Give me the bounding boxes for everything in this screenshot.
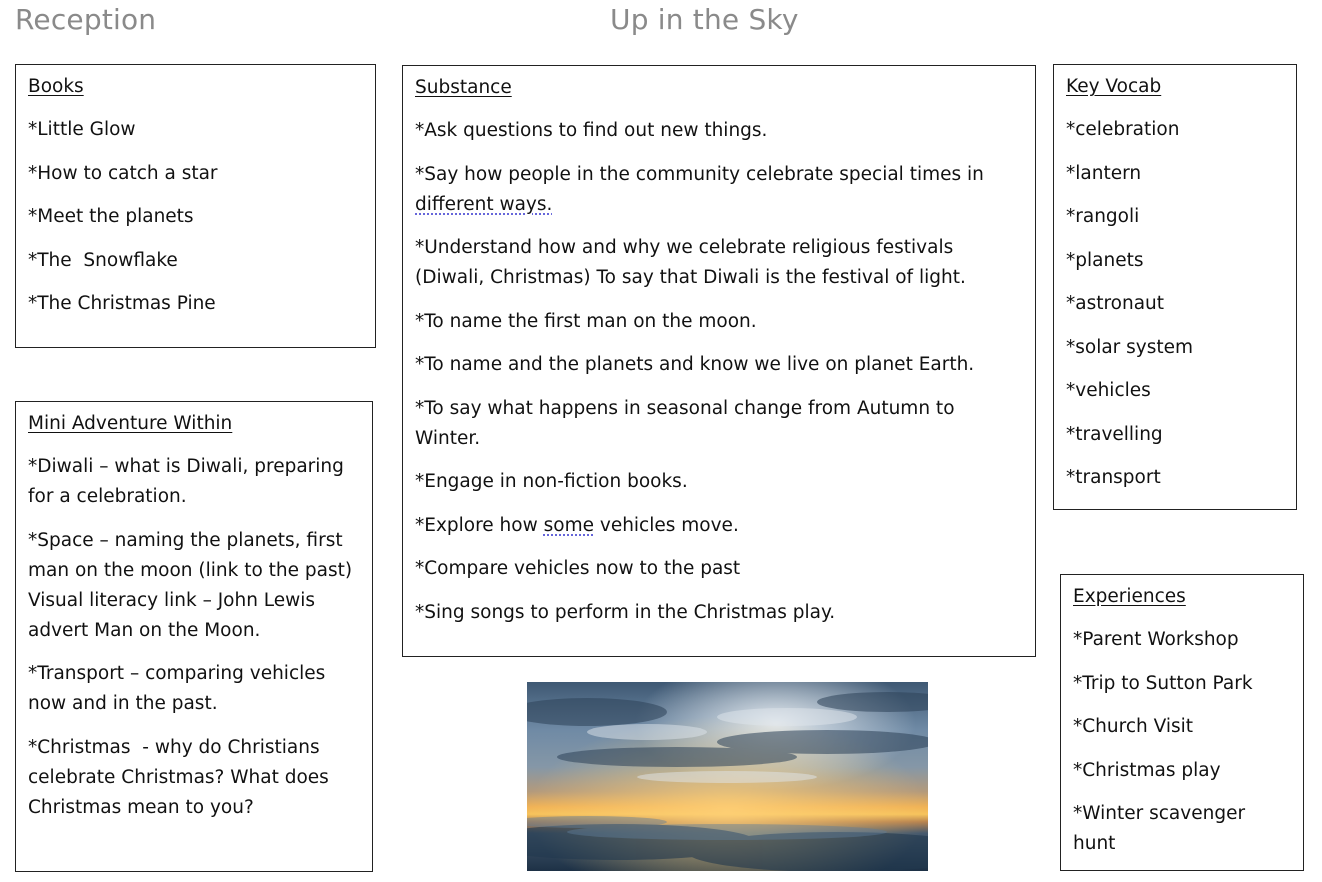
experiences-list: [1073, 625, 1291, 859]
experiences-box: [1060, 574, 1304, 871]
list-item: *Church Visit: [1073, 716, 1194, 737]
list-item: *Understand how and why we celebrate religious festivals (Diwali, Christmas) To say that Diwali is the festival of light.: [415, 237, 966, 288]
list-item: *To name and the planets and know we live on planet Earth.: [415, 354, 975, 375]
list-item-text: *Say how people in the community celebrate special times in: [415, 163, 984, 185]
books-box: [15, 64, 376, 348]
key-vocab-heading: Key Vocab: [1066, 76, 1162, 97]
mini-adventure-heading: Mini Adventure Within: [28, 413, 233, 434]
spellcheck-underlined-text: different ways.: [415, 193, 553, 215]
mini-adventure-list: [28, 452, 360, 823]
spellcheck-underlined-word: some: [543, 514, 594, 536]
list-item: *Diwali – what is Diwali, preparing for a celebration.: [28, 456, 344, 507]
page-label-reception: Reception: [15, 3, 157, 36]
mini-adventure-box: [15, 401, 373, 872]
list-item: *Ask questions to find out new things.: [415, 120, 768, 141]
sky-sunset-illustration: [527, 682, 928, 871]
list-item: *lantern: [1066, 162, 1142, 184]
list-item: *planets: [1066, 249, 1144, 271]
list-item: *rangoli: [1066, 206, 1140, 227]
list-item: *solar system: [1066, 336, 1194, 358]
page-title: Up in the Sky: [610, 3, 799, 36]
books-list: [28, 115, 363, 319]
list-item-text: vehicles move.: [593, 514, 739, 536]
sky-sunset-image: [527, 682, 928, 871]
list-item: *The Snowflake: [28, 249, 178, 271]
key-vocab-box: [1053, 64, 1297, 510]
books-heading: Books: [28, 76, 84, 97]
list-item: [415, 160, 1023, 220]
list-item: *Engage in non-fiction books.: [415, 471, 688, 492]
experiences-heading: Experiences: [1073, 586, 1186, 607]
list-item-text: *Explore how: [415, 514, 544, 536]
key-vocab-list: [1066, 115, 1284, 493]
list-item: [415, 511, 1023, 541]
list-item: *How to catch a star: [28, 162, 218, 184]
list-item: *Parent Workshop: [1073, 629, 1239, 650]
list-item: *To say what happens in seasonal change from Autumn to Winter.: [415, 397, 955, 449]
list-item: *Sing songs to perform in the Christmas play.: [415, 601, 836, 623]
list-item: *Meet the planets: [28, 206, 194, 227]
list-item: *Little Glow: [28, 119, 136, 140]
list-item: *Trip to Sutton Park: [1073, 672, 1253, 694]
substance-list: [415, 116, 1023, 628]
list-item: *travelling: [1066, 423, 1163, 445]
list-item: *To name the first man on the moon.: [415, 310, 757, 332]
substance-box: [402, 65, 1036, 657]
list-item: *Christmas - why do Christians celebrate Christmas? What does Christmas mean to you?: [28, 736, 335, 818]
substance-heading: Substance: [415, 77, 512, 98]
list-item: *Winter scavenger hunt: [1073, 803, 1246, 854]
list-item: *vehicles: [1066, 380, 1151, 401]
list-item: *Christmas play: [1073, 759, 1221, 781]
list-item: *Compare vehicles now to the past: [415, 558, 741, 579]
list-item: *Transport – comparing vehicles now and in the past.: [28, 663, 326, 714]
list-item: *Space – naming the planets, first man on the moon (link to the past) Visual literacy link – John Lewis advert Man on the Moon.: [28, 529, 353, 641]
list-item: *transport: [1066, 467, 1161, 488]
list-item: *The Christmas Pine: [28, 293, 216, 314]
list-item: *astronaut: [1066, 293, 1165, 314]
list-item: *celebration: [1066, 119, 1180, 140]
